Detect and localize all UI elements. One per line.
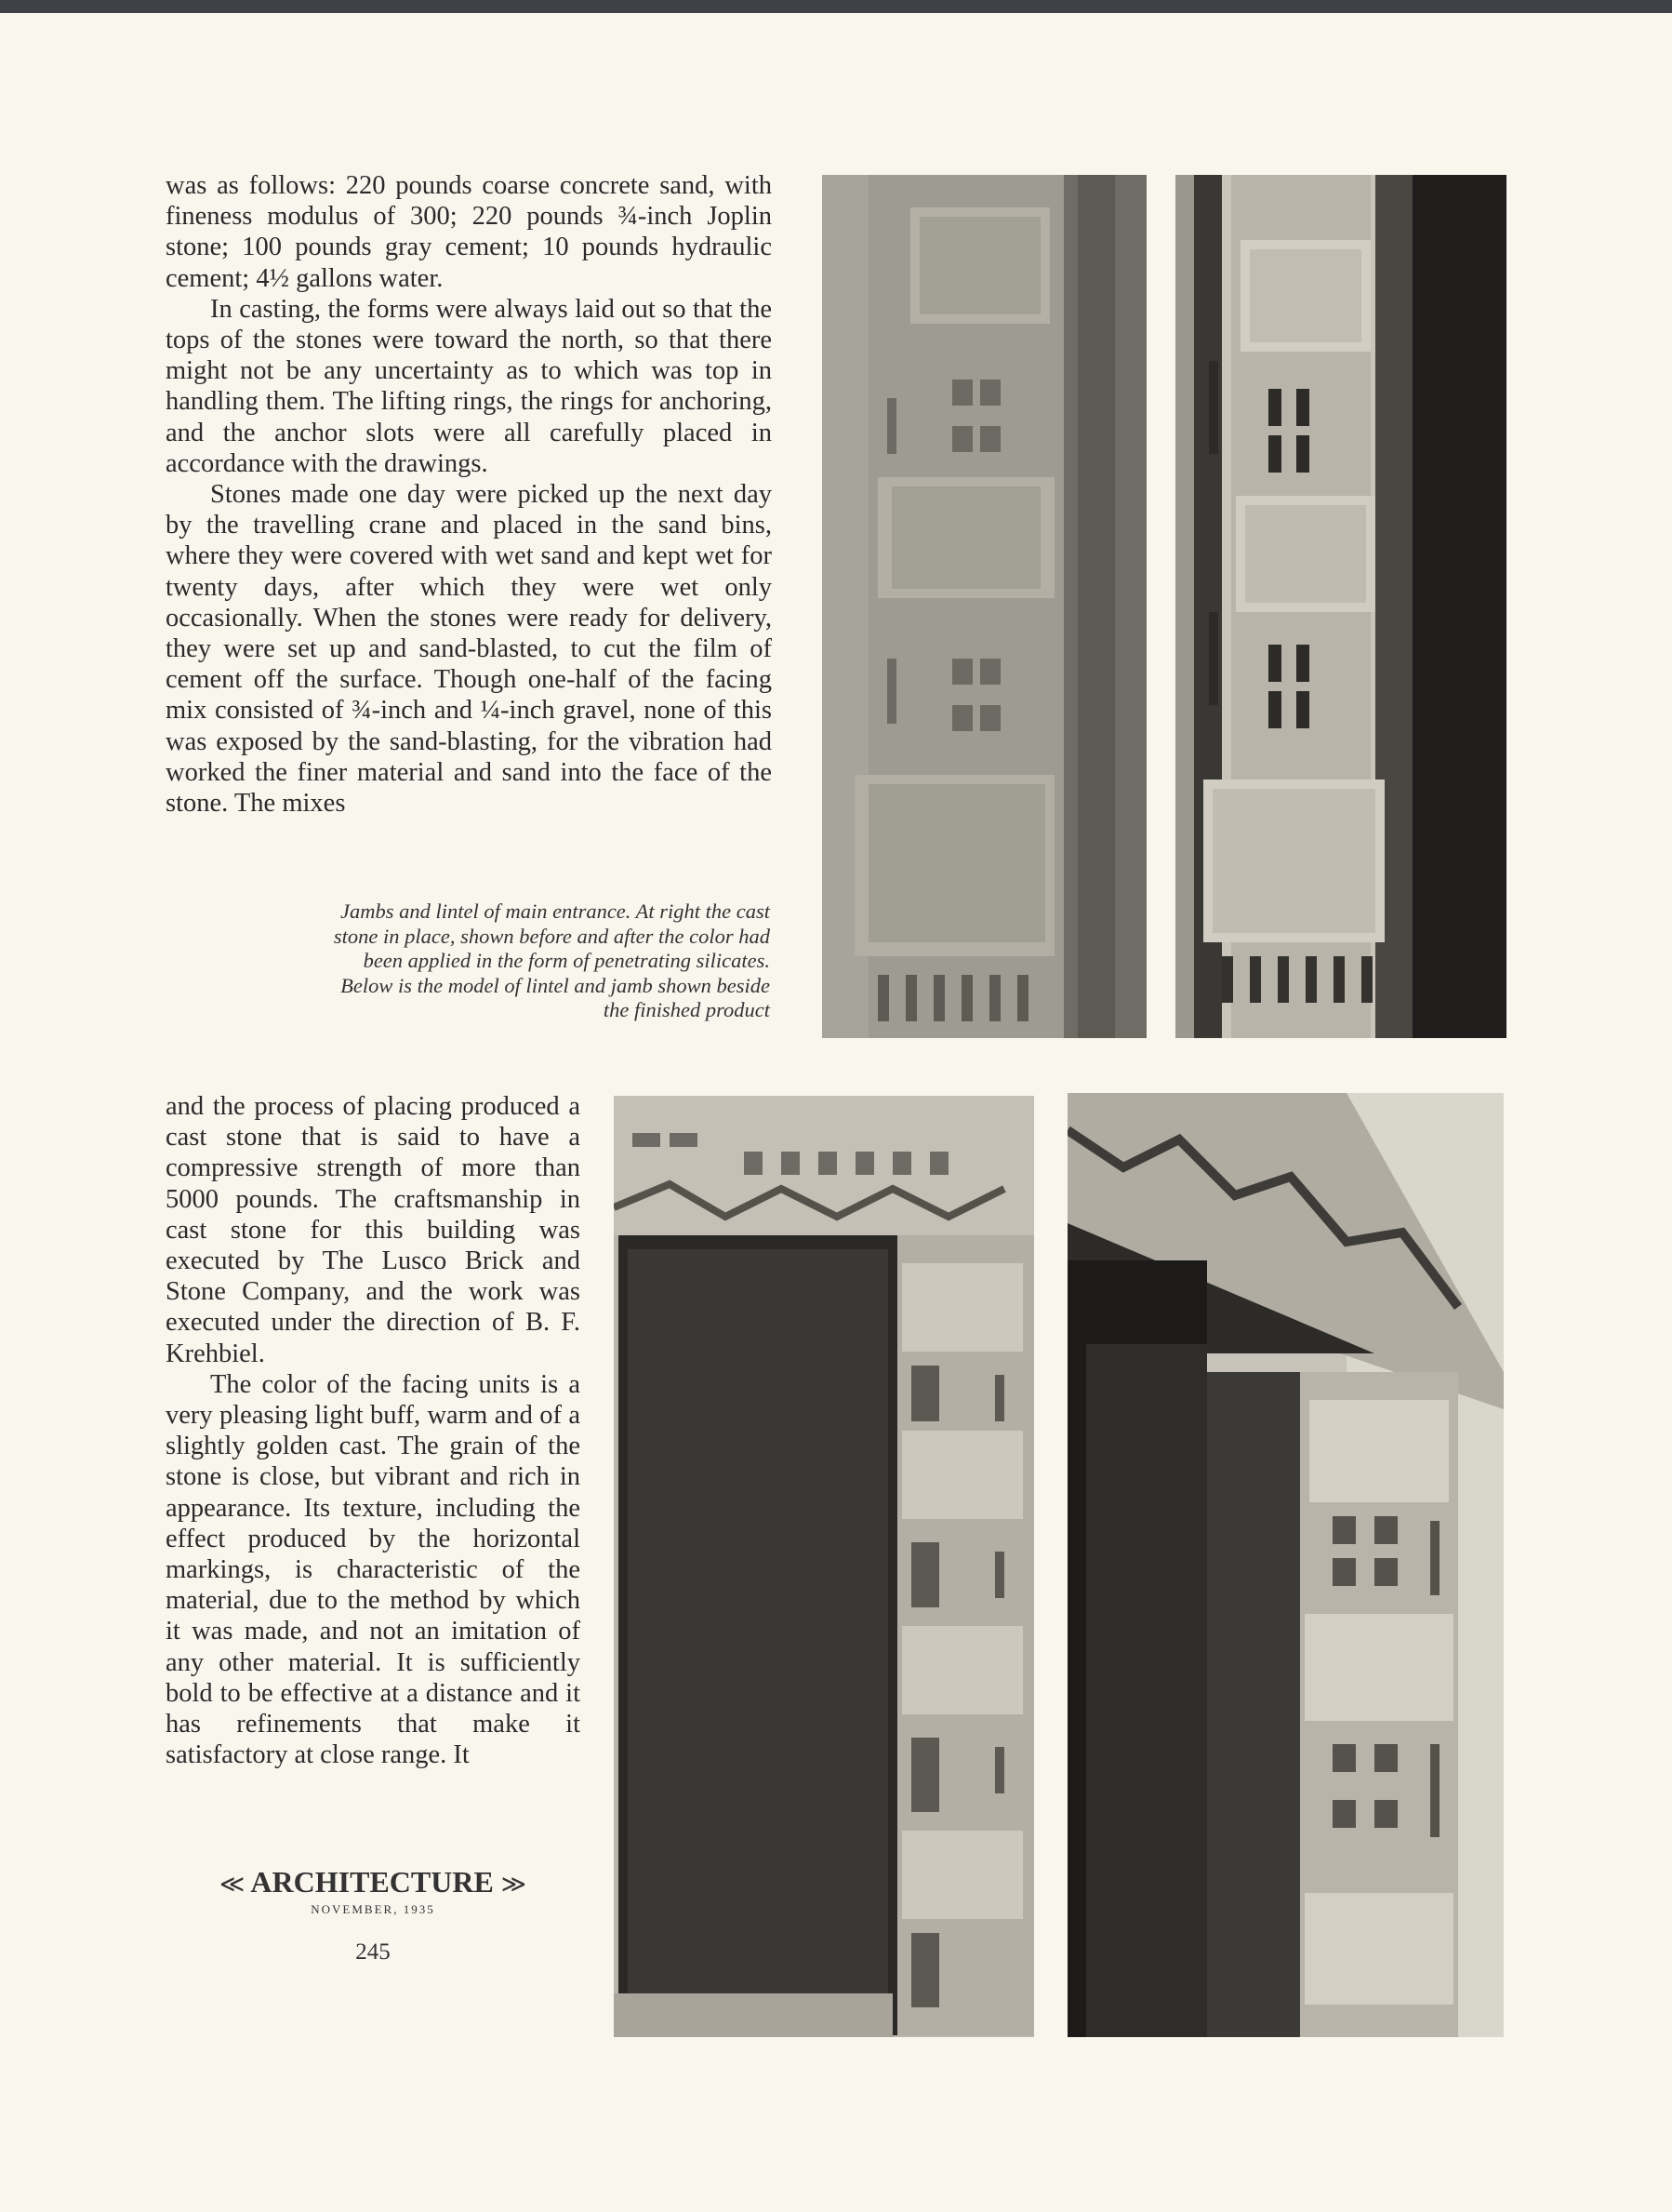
magazine-title: ARCHITECTURE (250, 1865, 494, 1899)
paragraph: and the process of placing produced a cast stone that is said to have a compressive strength of more than 5000 pounds. The craftsmanship in cast stone for this building was executed by The Lusco Brick and Stone Company, and the work was executed under the direction of B. F. Krehbiel. (166, 1092, 580, 1368)
article-column-top (166, 170, 772, 819)
jamb-photo-after-color (1175, 175, 1506, 1038)
page-number: 245 (355, 1939, 391, 1965)
paragraph: The color of the facing units is a very pleasing light buff, warm and of a slightly golden cast. The grain of the stone is close, but vibrant and rich in appearance. Its texture, including the effect produced by the horizontal markings, is characteristic of the material, due to the method by which it was made, and not an imitation of any other material. It is sufficiently bold to be effective at a distance and it has refinements that make it satisfactory at close range. It (166, 1369, 580, 1770)
finished-entrance-photo (1068, 1093, 1504, 2037)
lintel-model-photo (614, 1096, 1034, 2037)
chevron-left-icon: ≪ (219, 1871, 245, 1898)
magazine-name (166, 1865, 580, 1899)
paragraph: In casting, the forms were always laid out so that the tops of the stones were toward the north, so that there might not be any uncertainty as to which was top in handling them. The lifting rings, the rings for anchoring, and the anchor slots were all carefully placed in accordance with the drawings. (166, 294, 772, 478)
top-border (0, 0, 1672, 13)
issue-date: NOVEMBER, 1935 (311, 1902, 435, 1916)
photo-caption: Jambs and lintel of main entrance. At right the cast stone in place, shown before and after the color had been applied in the form of penetrating silicates. Below is the model of lintel and jamb shown beside the finished product (333, 899, 770, 1021)
paragraph: Stones made one day were picked up the next day by the travelling crane and placed in the sand bins, where they were covered with wet sand and kept wet for twenty days, after which they were wet only occasionally. When the stones were ready for delivery, they were set up and sand-blasted, to cut the film of cement off the surface. Though one-half of the facing mix consisted of ¾-inch and ¼-inch gravel, none of this was exposed by the sand-blasting, for the vibration had worked the finer material and sand into the face of the stone. The mixes (166, 480, 772, 819)
paragraph: was as follows: 220 pounds coarse concrete sand, with fineness modulus of 300; 220 pounds ¾-inch Joplin stone; 100 pounds gray cement; 10 pounds hydraulic cement; 4½ gallons water. (166, 171, 772, 293)
article-column-bottom (166, 1091, 580, 1770)
jamb-photo-before-color (822, 175, 1147, 1038)
chevron-right-icon: ≫ (500, 1871, 527, 1898)
